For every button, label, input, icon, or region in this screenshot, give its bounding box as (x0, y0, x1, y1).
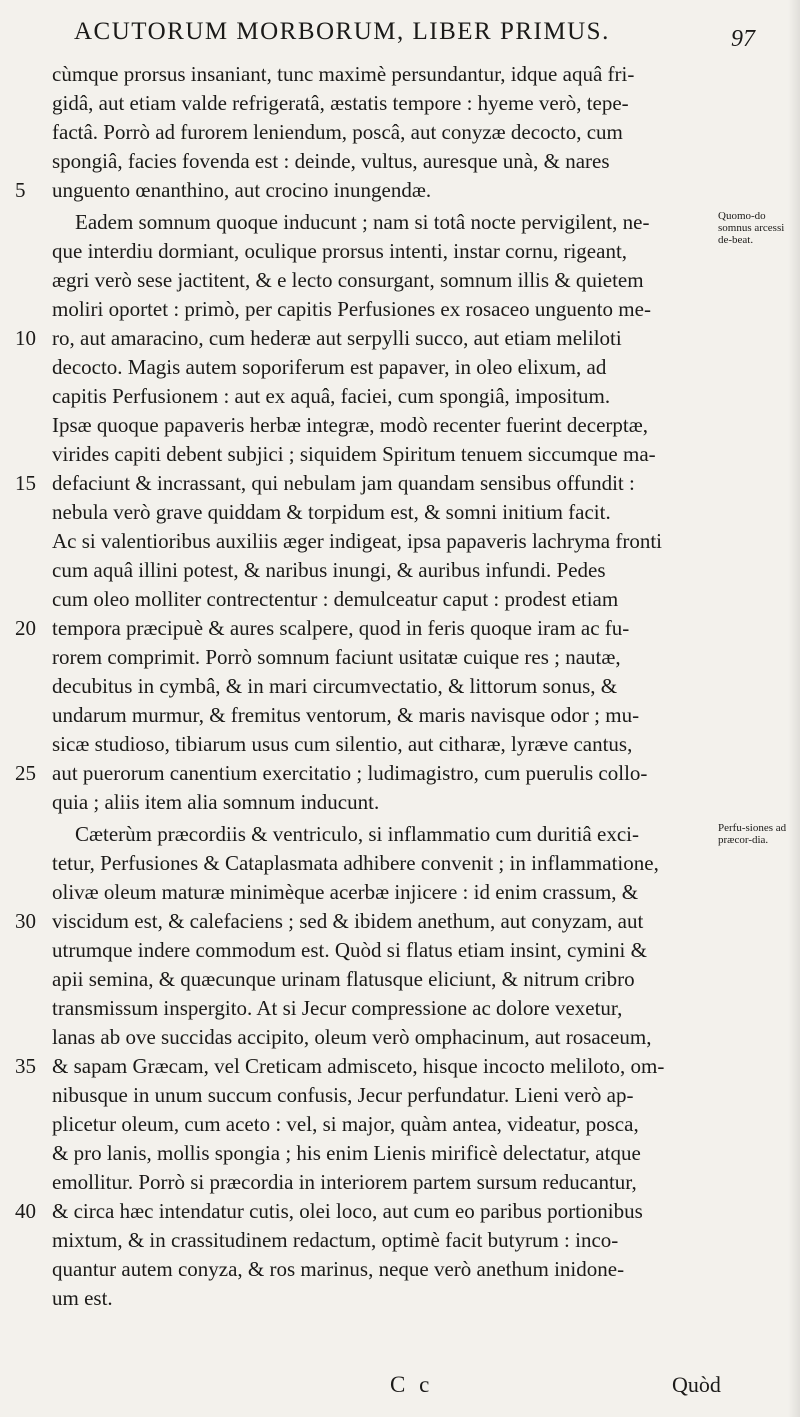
text-line: Ipsæ quoque papaveris herbæ integræ, modò recenter fuerint decerptæ, (52, 413, 648, 437)
text-line: viscidum est, & calefaciens ; sed & ibidem anethum, aut conyzam, aut (52, 909, 644, 933)
text-line: ro, aut amaracino, cum hederæ aut serpylli succo, aut etiam meliloti (52, 326, 622, 350)
text-line: emollitur. Porrò si præcordia in interiorem partem sursum reducantur, (52, 1170, 637, 1194)
text-line: decubitus in cymbâ, & in mari circumvectatio, & littorum sonus, & (52, 674, 618, 698)
text-line: spongiâ, facies fovenda est : deinde, vultus, auresque unà, & nares (52, 149, 610, 173)
text-line: quia ; aliis item alia somnum inducunt. (52, 790, 380, 814)
text-line: cùmque prorsus insaniant, tunc maximè persundantur, idque aquâ fri- (52, 62, 635, 86)
text-line: ægri verò sese jactitent, & e lecto consurgant, somnum illis & quietem (52, 268, 644, 292)
text-line: quantur autem conyza, & ros marinus, neque verò anethum inidone- (52, 1257, 625, 1281)
line-number: 20 (15, 616, 36, 640)
text-line: factâ. Porrò ad furorem leniendum, poscâ, aut conyzæ decocto, cum (52, 120, 623, 144)
text-line: cum oleo molliter contrectentur : demulceatur caput : prodest etiam (52, 587, 619, 611)
text-line: decocto. Magis autem soporiferum est papaver, in oleo elixum, ad (52, 355, 607, 379)
margin-note: Quomo-do somnus arcessi de-beat. (718, 210, 785, 246)
margin-note: Perfu-siones ad præcor-dia. (718, 822, 787, 846)
text-line: tetur, Perfusiones & Cataplasmata adhibere convenit ; in inflammatione, (52, 851, 659, 875)
text-line: rorem comprimit. Porrò somnum faciunt usitatæ cuique res ; nautæ, (52, 645, 621, 669)
text-line: unguento œnanthino, aut crocino inungendæ. (52, 178, 432, 202)
text-line: virides capiti debent subjici ; siquidem Spiritum tenuem siccumque ma- (52, 442, 656, 466)
line-number: 10 (15, 326, 36, 350)
text-line: um est. (52, 1286, 113, 1310)
text-line: tempora præcipuè & aures scalpere, quod in feris quoque iram ac fu- (52, 616, 630, 640)
signature-mark: C c (390, 1372, 434, 1397)
line-number: 30 (15, 909, 36, 933)
text-line: lanas ab ove succidas accipito, oleum verò omphacinum, aut rosaceum, (52, 1025, 652, 1049)
text-line: que interdiu dormiant, oculique prorsus intenti, instar cornu, rigeant, (52, 239, 628, 263)
text-line: transmissum inspergito. At si Jecur compressione ac dolore vexetur, (52, 996, 623, 1020)
text-line: nebula verò grave quiddam & torpidum est, & somni initium facit. (52, 500, 611, 524)
catchword: Quòd (672, 1372, 721, 1397)
line-number: 15 (15, 471, 36, 495)
text-line: defaciunt & incrassant, qui nebulam jam quandam sensibus offundit : (52, 471, 635, 495)
text-line: undarum murmur, & fremitus ventorum, & maris navisque odor ; mu- (52, 703, 640, 727)
text-line: & sapam Græcam, vel Creticam admisceto, hisque incocto meliloto, om- (52, 1054, 665, 1078)
text-line: aut puerorum canentium exercitatio ; ludimagistro, cum puerulis collo- (52, 761, 648, 785)
text-line: Cæterùm præcordiis & ventriculo, si inflammatio cum duritiâ exci- (75, 822, 639, 846)
running-title: ACUTORUM MORBORUM, LIBER PRIMUS. (74, 18, 610, 45)
text-line: sicæ studioso, tibiarum usus cum silentio, aut citharæ, lyræve cantus, (52, 732, 633, 756)
text-line: gidâ, aut etiam valde refrigeratâ, æstatis tempore : hyeme verò, tepe- (52, 91, 629, 115)
text-line: plicetur oleum, cum aceto : vel, si major, quàm antea, videatur, posca, (52, 1112, 639, 1136)
text-line: capitis Perfusionem : aut ex aquâ, faciei, cum spongiâ, impositum. (52, 384, 611, 408)
text-line: Eadem somnum quoque inducunt ; nam si totâ nocte pervigilent, ne- (75, 210, 650, 234)
text-line: moliri oportet : primò, per capitis Perfusiones ex rosaceo unguento me- (52, 297, 651, 321)
text-line: utrumque indere commodum est. Quòd si flatus etiam insint, cymini & (52, 938, 647, 962)
line-number: 5 (15, 178, 26, 202)
text-line: apii semina, & quæcunque urinam flatusque eliciunt, & nitrum cribro (52, 967, 635, 991)
line-number: 35 (15, 1054, 36, 1078)
line-number: 25 (15, 761, 36, 785)
text-line: mixtum, & in crassitudinem redactum, optimè facit butyrum : inco- (52, 1228, 619, 1252)
text-line: olivæ oleum maturæ minimèque acerbæ injicere : id enim crassum, & (52, 880, 639, 904)
line-number: 40 (15, 1199, 36, 1223)
text-line: & pro lanis, mollis spongia ; his enim Lienis mirificè delectatur, atque (52, 1141, 641, 1165)
text-line: cum aquâ illini potest, & naribus inungi, & auribus infundi. Pedes (52, 558, 606, 582)
text-line: Ac si valentioribus auxiliis æger indigeat, ipsa papaveris lachryma fronti (52, 529, 663, 553)
text-line: nibusque in unum succum confusis, Jecur perfundatur. Lieni verò ap- (52, 1083, 634, 1107)
page-number: 97 (731, 26, 755, 52)
text-line: & circa hæc intendatur cutis, olei loco, aut cum eo paribus portionibus (52, 1199, 643, 1223)
